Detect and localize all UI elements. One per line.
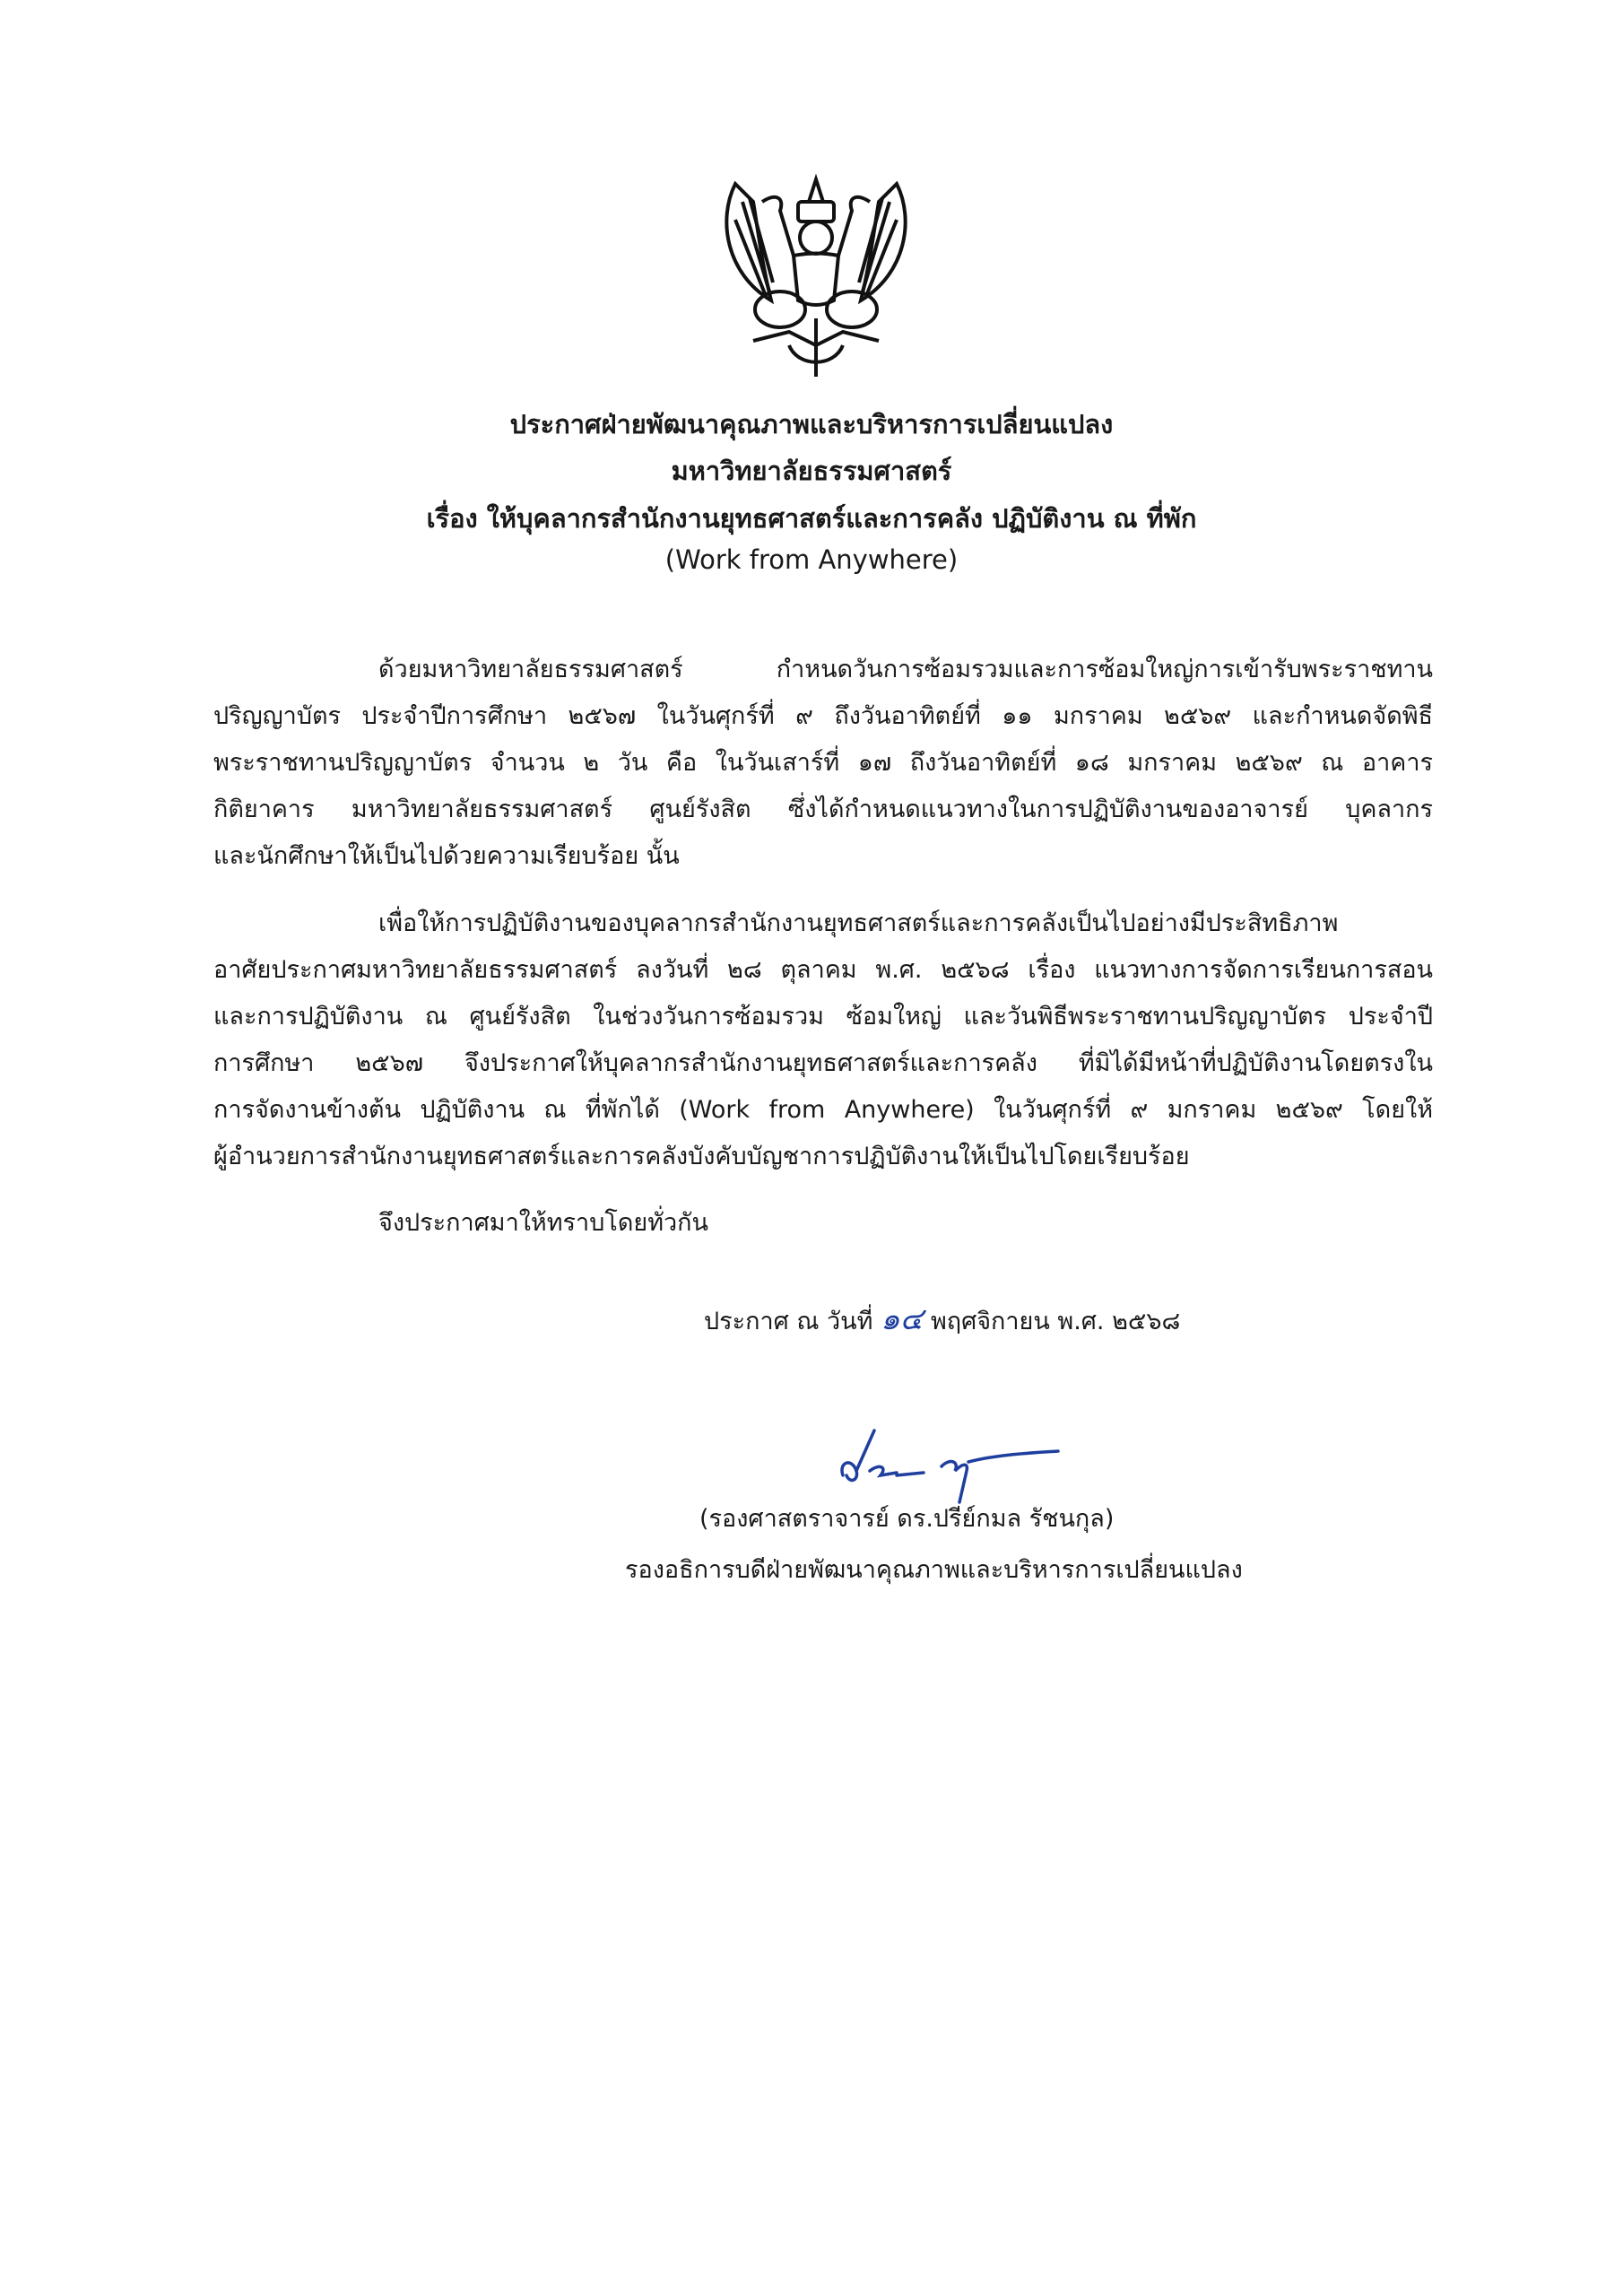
closing-statement: จึงประกาศมาให้ทราบโดยทั่วกัน	[378, 1209, 708, 1237]
announcement-title: ประกาศฝ่ายพัฒนาคุณภาพและบริหารการเปลี่ยนแปลง	[509, 409, 1114, 439]
handwritten-signature-icon	[834, 1426, 1067, 1507]
paragraph-line: ผู้อำนวยการสำนักงานยุทธศาสตร์และการคลังบังคับบัญชาการปฏิบัติงานให้เป็นไปโดยเรียบร้อย	[213, 1143, 1190, 1170]
paragraph-line: กิติยาคาร มหาวิทยาลัยธรรมศาสตร์ ศูนย์รังสิต ซึ่งได้กำหนดแนวทางในการปฏิบัติงานของอาจารย์ บุคลากร	[213, 796, 1433, 823]
paragraph-line: พระราชทานปริญญาบัตร จำนวน ๒ วัน คือ ในวันเสาร์ที่ ๑๗ ถึงวันอาทิตย์ที่ ๑๘ มกราคม ๒๕๖๙ ณ อาคาร	[213, 749, 1433, 777]
paragraph-line: การจัดงานข้างต้น ปฏิบัติงาน ณ ที่พักได้ (Work from Anywhere) ในวันศุกร์ที่ ๙ มกราคม ๒๕๖๙ โดยให้	[213, 1096, 1433, 1124]
subject-subtitle: (Work from Anywhere)	[664, 544, 959, 575]
paragraph-line: และนักศึกษาให้เป็นไปด้วยความเรียบร้อย นั้น	[213, 842, 680, 870]
paragraph-line: อาศัยประกาศมหาวิทยาลัยธรรมศาสตร์ ลงวันที่ ๒๘ ตุลาคม พ.ศ. ๒๕๖๘ เรื่อง แนวทางการจัดการเรียนการสอน	[213, 956, 1433, 984]
handwritten-day: ๑๔	[881, 1301, 924, 1337]
subject-line: เรื่อง ให้บุคลากรสำนักงานยุทธศาสตร์และการคลัง ปฏิบัติงาน ณ ที่พัก	[426, 503, 1197, 534]
date-suffix: พฤศจิกายน พ.ศ. ๒๕๖๘	[930, 1308, 1181, 1335]
paragraph-line: และการปฏิบัติงาน ณ ศูนย์รังสิต ในช่วงวันการซ้อมรวม ซ้อมใหญ่ และวันพิธีพระราชทานปริญญาบัตร ประจำปี	[213, 1003, 1433, 1031]
paragraph-line: เพื่อให้การปฏิบัติงานของบุคลากรสำนักงานยุทธศาสตร์และการคลังเป็นไปอย่างมีประสิทธิภาพ	[378, 909, 1339, 937]
university-name: มหาวิทยาลัยธรรมศาสตร์	[671, 456, 952, 486]
garuda-emblem-icon	[708, 166, 924, 381]
signatory-name: (รองศาสตราจารย์ ดร.ปรีย์กมล รัชนกุล)	[699, 1505, 1115, 1533]
paragraph-line: ปริญญาบัตร ประจำปีการศึกษา ๒๕๖๗ ในวันศุกร์ที่ ๙ ถึงวันอาทิตย์ที่ ๑๑ มกราคม ๒๕๖๙ และกำหนดจัดพิธี	[213, 702, 1433, 730]
paragraph-line: ด้วยมหาวิทยาลัยธรรมศาสตร์ กำหนดวันการซ้อมรวมและการซ้อมใหญ่การเข้ารับพระราชทาน	[378, 656, 1433, 683]
signatory-title: รองอธิการบดีฝ่ายพัฒนาคุณภาพและบริหารการเปลี่ยนแปลง	[625, 1556, 1243, 1584]
date-prefix: ประกาศ ณ วันที่	[704, 1308, 873, 1335]
paragraph-line: การศึกษา ๒๕๖๗ จึงประกาศให้บุคลากรสำนักงานยุทธศาสตร์และการคลัง ที่มิได้มีหน้าที่ปฏิบัติงานโดยตรงใน	[213, 1049, 1433, 1077]
announcement-date	[704, 1294, 1180, 1343]
